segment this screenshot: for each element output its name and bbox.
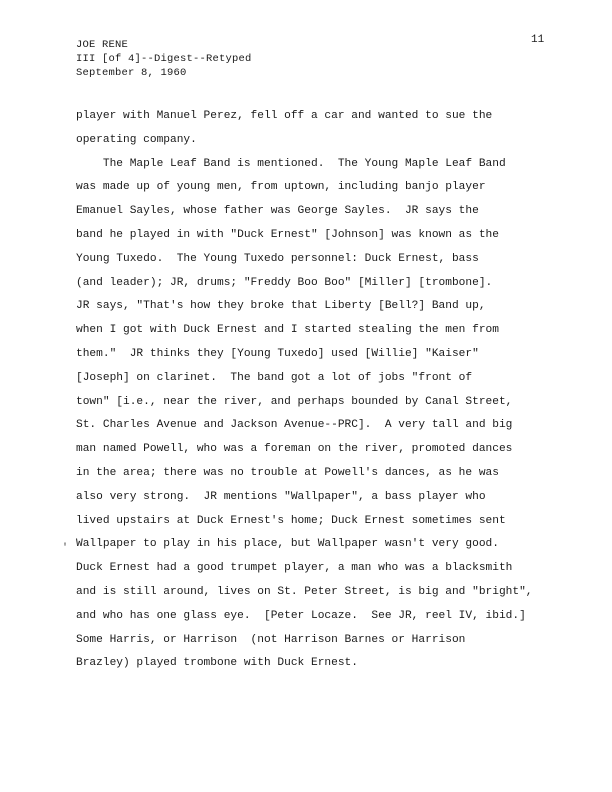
body-line: band he played in with "Duck Ernest" [Johnson] was known as the [76, 228, 499, 241]
header-name: JOE RENE [76, 39, 129, 51]
header-date: September 8, 1960 [76, 67, 187, 79]
body-line: Some Harris, or Harrison (not Harrison Barnes or Harrison [76, 633, 466, 646]
page-number: 11 [531, 34, 545, 46]
body-text [76, 105, 536, 676]
body-line: [Joseph] on clarinet. The band got a lot of jobs "front of [76, 371, 473, 384]
body-line: Emanuel Sayles, whose father was George Sayles. JR says the [76, 205, 479, 218]
body-line: also very strong. JR mentions "Wallpaper", a bass player who [76, 490, 486, 503]
body-line: operating company. [76, 133, 197, 146]
body-line: The Maple Leaf Band is mentioned. The Young Maple Leaf Band [76, 157, 506, 170]
body-line: was made up of young men, from uptown, including banjo player [76, 181, 486, 194]
body-line: in the area; there was no trouble at Powell's dances, as he was [76, 466, 499, 479]
body-line: town" [i.e., near the river, and perhaps bounded by Canal Street, [76, 395, 513, 408]
body-line: them." JR thinks they [Young Tuxedo] used [Willie] "Kaiser" [76, 347, 479, 360]
body-line: JR says, "That's how they broke that Liberty [Bell?] Band up, [76, 300, 486, 313]
body-line: (and leader); JR, drums; "Freddy Boo Boo" [Miller] [trombone]. [76, 276, 493, 289]
body-line: Young Tuxedo. The Young Tuxedo personnel: Duck Ernest, bass [76, 252, 479, 265]
header-reel-info: III [of 4]--Digest--Retyped [76, 53, 252, 65]
document-header [76, 38, 252, 80]
body-line: Duck Ernest had a good trumpet player, a man who was a blacksmith [76, 562, 513, 575]
body-line: St. Charles Avenue and Jackson Avenue--PRC]. A very tall and big [76, 419, 513, 432]
body-line: man named Powell, who was a foreman on the river, promoted dances [76, 443, 513, 456]
body-line: when I got with Duck Ernest and I started stealing the men from [76, 324, 499, 337]
body-line: player with Manuel Perez, fell off a car and wanted to sue the [76, 110, 493, 122]
body-line: Brazley) played trombone with Duck Ernest. [76, 657, 358, 670]
body-line: Wallpaper to play in his place, but Wallpaper wasn't very good. [76, 538, 499, 551]
body-line: lived upstairs at Duck Ernest's home; Duck Ernest sometimes sent [76, 514, 506, 527]
margin-tick-mark: ' [62, 543, 69, 554]
body-line: and who has one glass eye. [Peter Locaze. See JR, reel IV, ibid.] [76, 609, 526, 622]
body-line: and is still around, lives on St. Peter Street, is big and "bright", [76, 585, 533, 598]
